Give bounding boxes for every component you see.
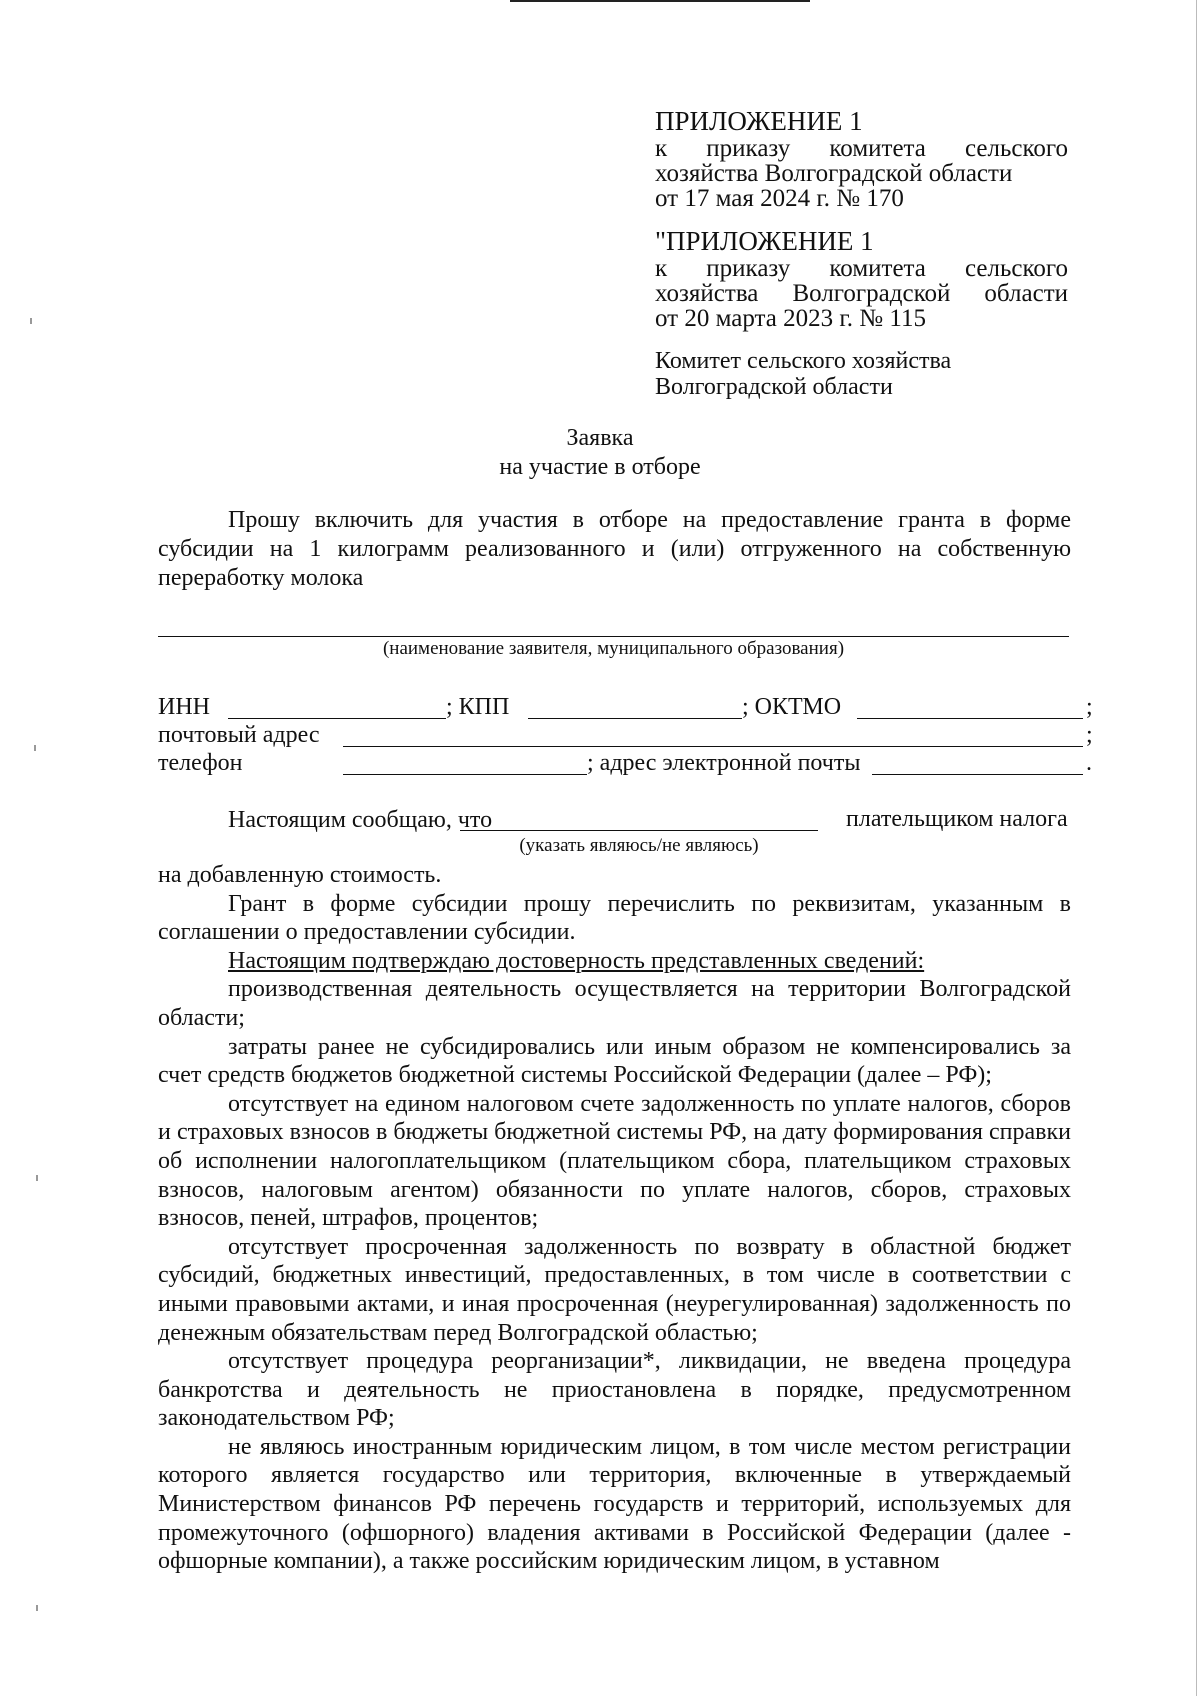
body-paragraph: Грант в форме субсидии прошу перечислить по реквизитам, указанным в соглашении о предоставлении субсидии. (158, 890, 1071, 946)
appendix-header-previous (655, 226, 1068, 331)
scan-right-edge (1196, 0, 1197, 1696)
vat-continuation: на добавленную стоимость. (158, 862, 442, 888)
phone-field-line (343, 774, 587, 775)
scan-top-mark (510, 0, 810, 2)
addressee-line: Комитет сельского хозяйства (655, 348, 952, 374)
body-paragraph: отсутствует просроченная задолженность по возврату в областной бюджет субсидий, бюджетных инвестиций, предоставленных, в том числе в соответствии с иными правовыми актами, и иная просроченная (неурегулированная) задолженность по денежным обязательствам перед Волгоградской областью; (158, 1233, 1071, 1346)
document-subtitle: на участие в отборе (499, 454, 701, 480)
body-paragraph: отсутствует процедура реорганизации*, ликвидации, не введена процедура банкротства и деятельность не приостановлена в порядке, предусмотренном законодательством РФ; (158, 1348, 1071, 1432)
appendix-date-line: от 20 марта 2023 г. № 115 (655, 305, 926, 332)
document-title: Заявка (566, 425, 634, 451)
scan-margin-mark (34, 745, 36, 751)
postal-address-label: почтовый адрес (158, 722, 320, 748)
appendix-order-line: к приказу комитета сельского (655, 255, 1068, 282)
body-paragraph: производственная деятельность осуществляется на территории Волгоградской области; (158, 976, 1071, 1031)
kpp-label: ; КПП (446, 694, 510, 720)
body-paragraph: отсутствует на едином налоговом счете задолженность по уплате налогов, сборов и страховых взносов в бюджеты бюджетной системы РФ, на дату формирования справки об исполнении налогоплательщиком (плательщиком сбора, плательщиком страховых взносов, налоговым агентом) обязанности по уплате налогов, сборов, страховых взносов, пеней, штрафов, процентов; (158, 1090, 1071, 1232)
confirmation-heading-text: Настоящим подтверждаю достоверность представленных сведений: (228, 947, 925, 974)
appendix-header-current (655, 106, 1068, 211)
scan-margin-mark (36, 1175, 38, 1181)
email-field-line (872, 774, 1083, 775)
row-end-semicolon: ; (1086, 722, 1093, 748)
appendix-title: "ПРИЛОЖЕНИЕ 1 (655, 226, 874, 256)
vat-status-line (460, 830, 818, 831)
vat-prefix: Настоящим сообщаю, что (228, 807, 493, 833)
scan-margin-mark (36, 1605, 38, 1611)
scan-margin-mark (30, 318, 32, 324)
row-end-period: . (1086, 750, 1092, 776)
intro-paragraph: Прошу включить для участия в отборе на предоставление гранта в форме субсидии на 1 килограмм реализованного и (или) отгруженного на собственную переработку молока (158, 507, 1071, 591)
inn-label: ИНН (158, 694, 210, 720)
vat-status-caption: (указать являюсь/не являюсь) (519, 835, 759, 856)
oktmo-field-line (857, 718, 1083, 719)
confirmation-heading (158, 947, 1071, 976)
appendix-date-line: от 17 мая 2024 г. № 170 (655, 185, 904, 212)
addressee-block (655, 348, 1068, 400)
oktmo-label: ; ОКТМО (742, 694, 842, 720)
email-label: ; адрес электронной почты (587, 750, 861, 776)
kpp-field-line (528, 718, 742, 719)
inn-field-line (228, 718, 446, 719)
intro-block (158, 506, 1071, 593)
phone-label: телефон (158, 750, 243, 776)
appendix-title: ПРИЛОЖЕНИЕ 1 (655, 106, 863, 136)
body-text (158, 861, 1071, 1576)
postal-address-field-line (343, 746, 1083, 747)
addressee-line: Волгоградской области (655, 374, 893, 400)
appendix-committee-line: хозяйства Волгоградской области (655, 280, 1068, 307)
appendix-committee-line: хозяйства Волгоградской области (655, 160, 1013, 187)
appendix-order-line: к приказу комитета сельского (655, 135, 1068, 162)
body-paragraph: затраты ранее не субсидировались или иным образом не компенсировались за счет средств бюджетов бюджетной системы Российской Федерации (далее – РФ); (158, 1033, 1071, 1089)
body-paragraph: не являюсь иностранным юридическим лицом, в том числе местом регистрации которого является государство или территория, включенные в утверждаемый Министерством финансов РФ перечень государств и территорий, используемых для промежуточного (офшорного) владения активами в Российской Федерации (далее - офшорные компании), а также российским юридическим лицом, в уставном (158, 1433, 1071, 1575)
applicant-name-caption: (наименование заявителя, муниципального образования) (382, 638, 845, 659)
applicant-name-line (158, 636, 1069, 637)
row-end-semicolon: ; (1086, 694, 1093, 720)
vat-suffix: плательщиком налога (846, 806, 1068, 832)
